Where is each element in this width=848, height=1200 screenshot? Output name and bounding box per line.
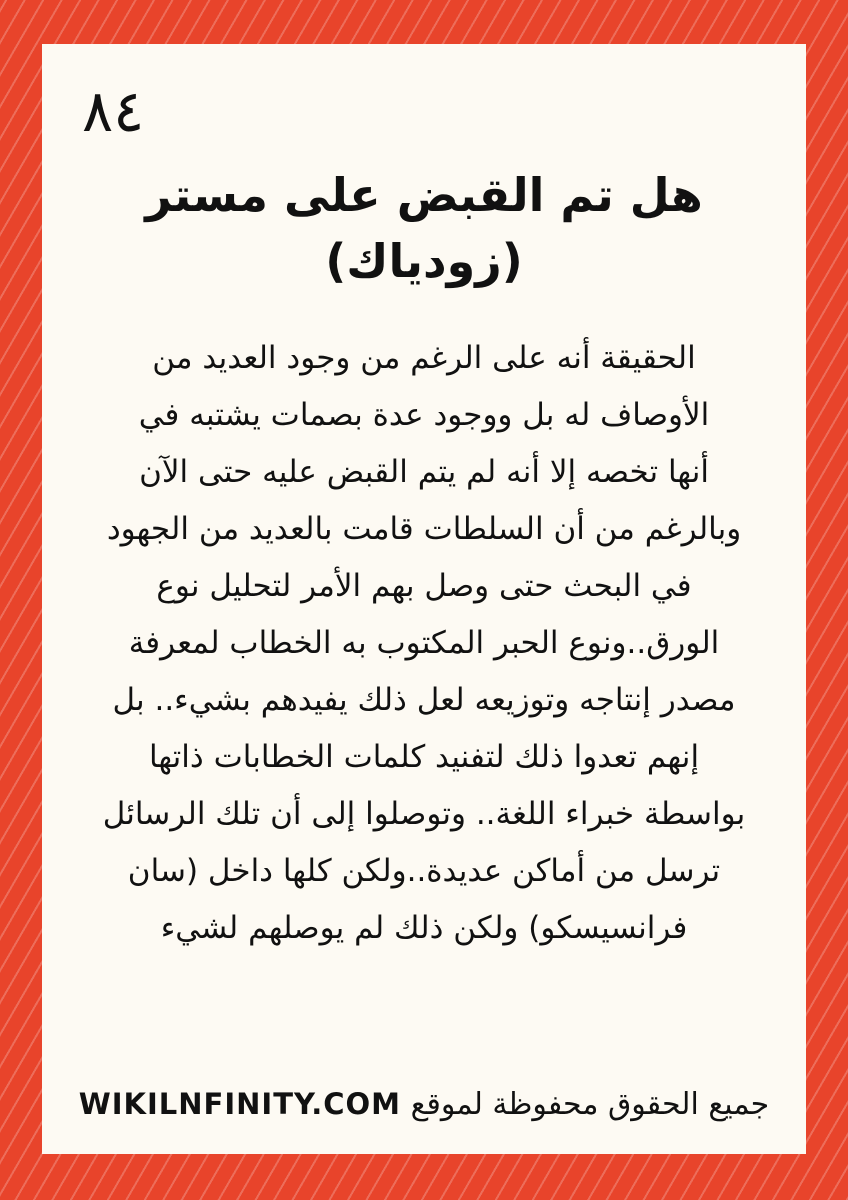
footer-site-link[interactable]: WIKILNFINITY.COM <box>78 1087 402 1121</box>
body-text <box>64 330 784 957</box>
footer-credit <box>72 1082 776 1127</box>
body-line: ترسل من أماكن عديدة..ولكن كلها داخل (سان <box>127 853 721 889</box>
body-line: فرانسيسكو) ولكن ذلك لم يوصلهم لشيء <box>160 910 688 946</box>
body-line: الأوصاف له بل ووجود عدة بصمات يشتبه في <box>138 397 710 433</box>
body-line: إنهم تعدوا ذلك لتفنيد كلمات الخطابات ذاتها <box>148 739 700 775</box>
body-line: الورق..ونوع الحبر المكتوب به الخطاب لمعرفة <box>128 625 720 661</box>
body-line: الحقيقة أنه على الرغم من وجود العديد من <box>152 340 696 376</box>
body-line: بواسطة خبراء اللغة.. وتوصلوا إلى أن تلك الرسائل <box>102 796 746 832</box>
body-line: مصدر إنتاجه وتوزيعه لعل ذلك يفيدهم بشيء.. بل <box>112 682 736 718</box>
footer-rights-text: جميع الحقوق محفوظة لموقع <box>410 1087 770 1122</box>
body-line: أنها تخصه إلا أنه لم يتم القبض عليه حتى الآن <box>139 454 709 490</box>
body-line: في البحث حتى وصل بهم الأمر لتحليل نوع <box>156 568 692 604</box>
page-card <box>42 44 806 1154</box>
page-title: هل تم القبض على مستر (زودياك) <box>145 168 703 288</box>
body-line: وبالرغم من أن السلطات قامت بالعديد من الجهود <box>106 511 742 547</box>
page-number: ٨٤ <box>82 77 145 145</box>
